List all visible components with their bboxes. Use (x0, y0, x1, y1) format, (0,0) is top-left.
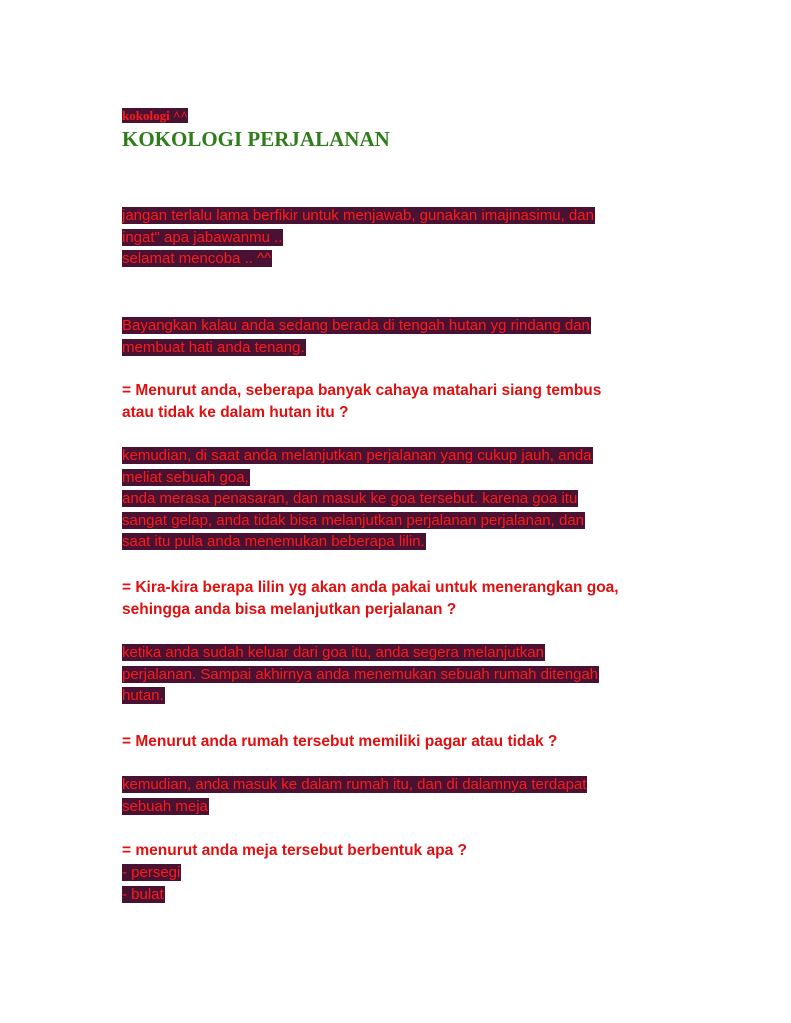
scene-line: meliat sebuah goa, (122, 468, 249, 486)
question-table-shape: = menurut anda meja tersebut berbentuk apa ? (122, 842, 467, 859)
scene-forest-paragraph (122, 315, 682, 358)
question-fence: = Menurut anda rumah tersebut memiliki pagar atau tidak ? (122, 733, 558, 750)
question-candles: = Kira-kira berapa lilin yg akan anda pakai untuk menerangkan goa, sehingga anda bisa melanjutkan perjalanan ? (122, 579, 619, 618)
scene-line: perjalanan. Sampai akhirnya anda menemukan sebuah rumah ditengah (122, 665, 599, 683)
scene-line: ketika anda sudah keluar dari goa itu, anda segera melanjutkan (122, 644, 544, 661)
scene-line: hutan. (122, 687, 164, 705)
intro-line: selamat mencoba .. ^^ (122, 250, 272, 268)
options-list (122, 862, 682, 905)
question-sunlight: = Menurut anda, seberapa banyak cahaya matahari siang tembus atau tidak ke dalam hutan itu ? (122, 382, 602, 421)
small-title: kokologi ^^ (122, 108, 189, 123)
intro-line: jangan terlalu lama berfikir untuk menjawab, gunakan imajinasimu, dan (122, 207, 594, 224)
scene-table-paragraph (122, 774, 682, 817)
scene-line: saat itu pula anda menemukan beberapa lilin. (122, 533, 425, 551)
intro-line: ingat" apa jabawanmu .. (122, 228, 283, 246)
option-item: - persegi (122, 864, 181, 881)
scene-line: membuat hati anda tenang. (122, 338, 305, 356)
scene-line: kemudian, anda masuk ke dalam rumah itu, dan di dalamnya terdapat (122, 776, 587, 793)
scene-line: Bayangkan kalau anda sedang berada di tengah hutan yg rindang dan (122, 317, 590, 334)
scene-house-paragraph (122, 642, 682, 707)
scene-cave-paragraph (122, 445, 682, 553)
scene-line: anda merasa penasaran, dan masuk ke goa tersebut. karena goa itu (122, 490, 578, 508)
option-item: - bulat (122, 885, 164, 903)
intro-paragraph (122, 205, 682, 270)
page-title: KOKOLOGI PERJALANAN (122, 127, 390, 151)
scene-line: kemudian, di saat anda melanjutkan perjalanan yang cukup jauh, anda (122, 447, 592, 464)
scene-line: sangat gelap, anda tidak bisa melanjutkan perjalanan perjalanan, dan (122, 511, 585, 529)
scene-line: sebuah meja (122, 797, 208, 815)
